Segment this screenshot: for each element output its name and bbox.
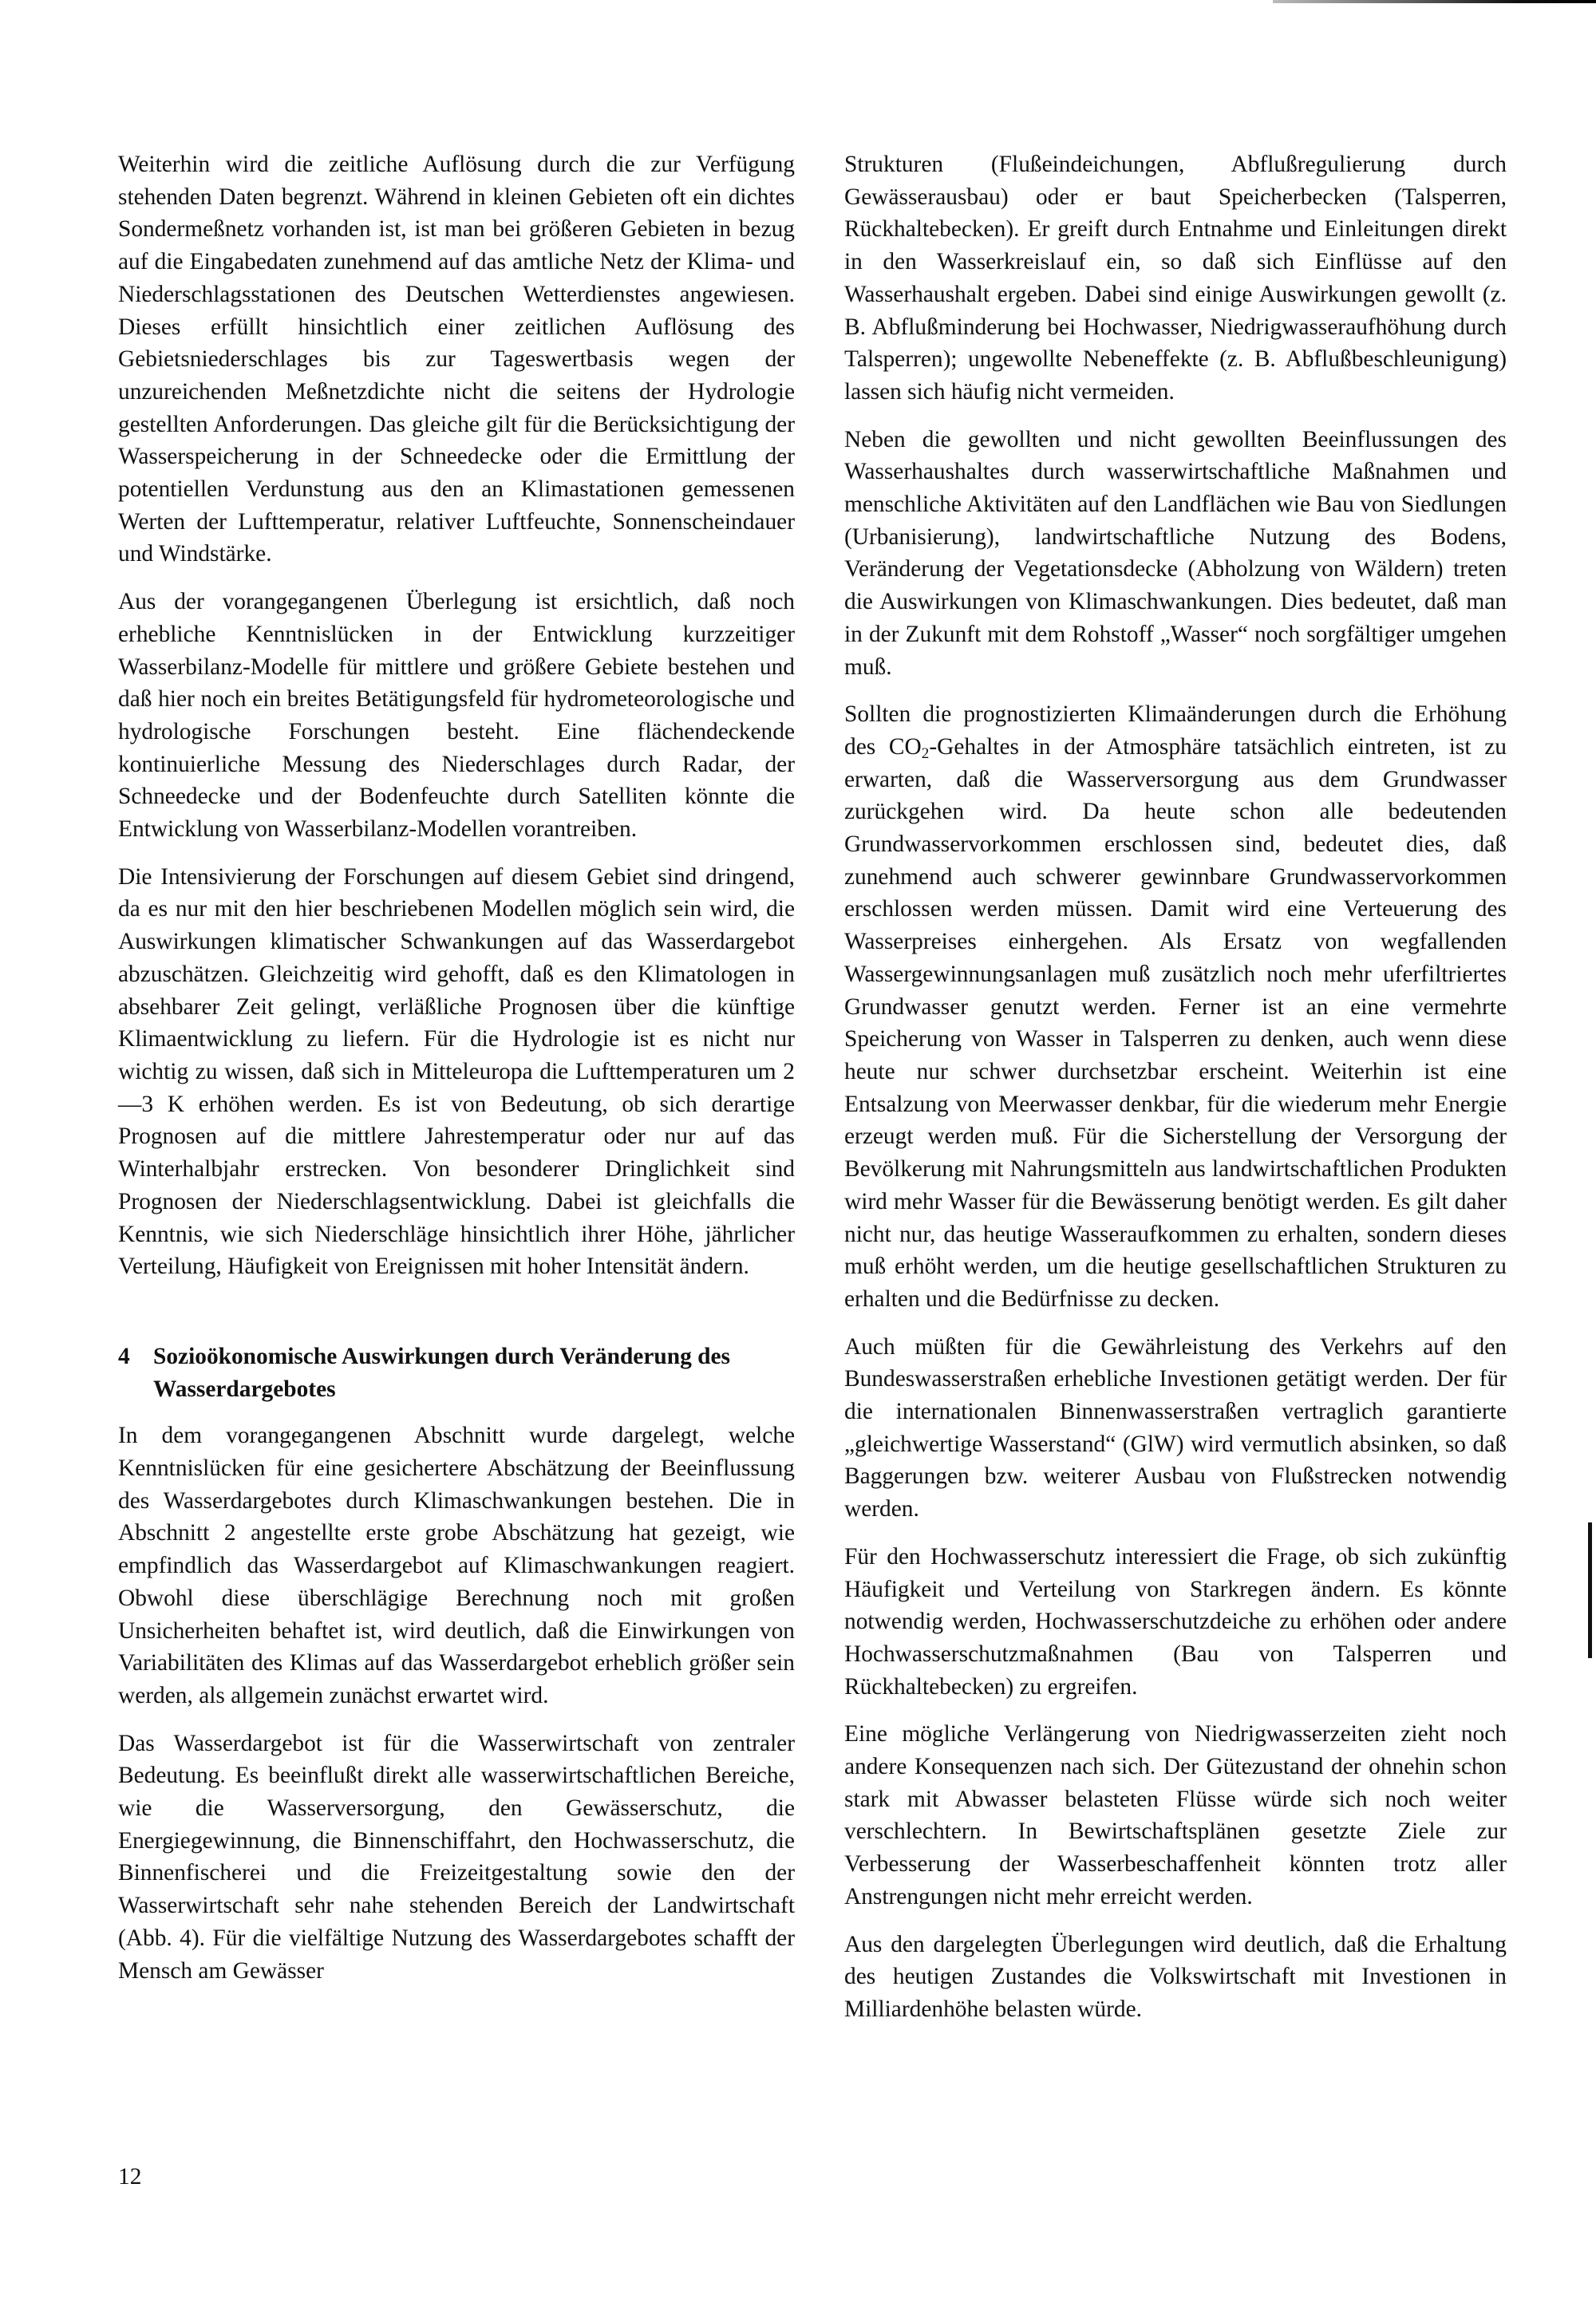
text-run: Sollten die prognostizierten Klimaänderungen durch die Erhöhung des CO — [844, 701, 1507, 760]
scan-margin-mark — [1588, 1522, 1592, 1658]
paragraph: In dem vorangegangenen Abschnitt wurde dargelegt, welche Kenntnislücken für eine gesichertere Abschätzung der Beeinflussung des Wasserdargebotes durch Klimaschwankungen bestehen. Die in Abschnitt 2 angestellte erste grobe Abschätzung hat gezeigt, wie empfindlich das Wasserdargebot auf Klimaschwankungen reagiert. Obwohl diese überschlägige Berechnung noch mit großen Unsicherheiten behaftet ist, wird deutlich, daß die Einwirkungen von Variabilitäten des Klimas auf das Wasserdargebot erheblich größer sein werden, als allgemein zunächst erwartet wird. — [118, 1423, 795, 1708]
section-number: 4 — [118, 1343, 130, 1369]
right-column — [844, 148, 1507, 2041]
paragraph: Neben die gewollten und nicht gewollten Beeinflussungen des Wasserhaushaltes durch wasserwirtschaftliche Maßnahmen und menschliche Aktivitäten auf den Landflächen wie Bau von Siedlungen (Urbanisierung), landwirtschaftliche Nutzung des Bodens, Veränderung der Vegetationsdecke (Abholzung von Wäldern) treten die Auswirkungen von Klimaschwankungen. Dies bedeutet, daß man in der Zukunft mit dem Rohstoff „Wasser“ noch sorgfältiger umgehen muß. — [844, 426, 1507, 680]
paragraph: Aus der vorangegangenen Überlegung ist ersichtlich, daß noch erhebliche Kenntnislücken in der Entwicklung kurzzeitiger Wasserbilanz-Modelle für mittlere und größere Gebiete bestehen und daß hier noch ein breites Betätigungsfeld für hydrometeorologische und hydrologische Forschungen besteht. Eine flächendeckende kontinuierliche Messung des Niederschlages durch Radar, der Schneedecke und der Bodenfeuchte durch Satelliten könnte die Entwicklung von Wasserbilanz-Modellen vorantreiben. — [118, 589, 795, 843]
paragraph-co2 — [844, 698, 1507, 1315]
left-column — [118, 148, 795, 2002]
paragraph: Die Intensivierung der Forschungen auf diesem Gebiet sind dringend, da es nur mit den hier beschriebenen Modellen möglich sein wird, die Auswirkungen klimatischer Schwankungen auf das Wasserdargebot abzuschätzen. Gleichzeitig wird gehofft, daß es den Klimatologen in absehbarer Zeit gelingt, verläßliche Prognosen über die künftige Klimaentwicklung zu liefern. Für die Hydrologie ist es nicht nur wichtig zu wissen, daß sich in Mitteleuropa die Lufttemperaturen um 2—3 K erhöhen werden. Es ist von Bedeutung, ob sich derartige Prognosen auf die mittlere Jahrestemperatur oder nur auf das Winterhalbjahr erstrecken. Von besonderer Dringlichkeit sind Prognosen der Niederschlagsentwicklung. Dabei ist gleichfalls die Kenntnis, wie sich Niederschläge hinsichtlich ihrer Höhe, jährlicher Verteilung, Häufigkeit von Ereignissen mit hoher Intensität ändern. — [118, 863, 795, 1280]
subscript: 2 — [921, 744, 930, 762]
paragraph: Strukturen (Flußeindeichungen, Abflußregulierung durch Gewässerausbau) oder er baut Speicherbecken (Talsperren, Rückhaltebecken). Er greift durch Entnahme und Einleitungen direkt in den Wasserkreislauf ein, so daß sich Einflüsse auf den Wasserhaushalt ergeben. Dabei sind einige Auswirkungen gewollt (z. B. Abflußminderung bei Hochwasser, Niedrigwasseraufhöhung durch Talsperren); ungewollte Nebeneffekte (z. B. Abflußbeschleunigung) lassen sich häufig nicht vermeiden. — [844, 152, 1507, 405]
page-number: 12 — [118, 2164, 142, 2190]
paragraph: Aus den dargelegten Überlegungen wird deutlich, daß die Erhaltung des heutigen Zustandes die Volkswirtschaft mit Investionen in Milliardenhöhe belasten würde. — [844, 1931, 1507, 2022]
section-title: Sozioökonomische Auswirkungen durch Veränderung des Wasserdargebotes — [153, 1343, 730, 1402]
text-run: -Gehaltes in der Atmosphäre tatsächlich eintreten, ist zu erwarten, daß die Wasserversorgung aus dem Grundwasser zurückgehen wird. Da heute schon alle bedeutenden Grundwasservorkommen erschlossen sind, bedeutet dies, daß zunehmend auch schwerer gewinnbare Grundwasservorkommen erschlossen werden müssen. Damit wird eine Verteuerung des Wasserpreises einhergehen. Als Ersatz von wegfallenden Wassergewinnungsanlagen muß zusätzlich noch mehr uferfiltriertes Grundwasser genutzt werden. Ferner ist an eine vermehrte Speicherung von Wasser in Talsperren zu denken, auch wenn diese heute nur schwer durchsetzbar erscheint. Weiterhin ist eine Entsalzung von Meerwasser denkbar, für die wiederum mehr Energie erzeugt werden muß. Für die Sicherstellung der Versorgung der Bevölkerung mit Nahrungsmitteln aus landwirtschaftlichen Produkten wird mehr Wasser für die Bewässerung benötigt werden. Es gilt daher nicht nur, das heutige Wasseraufkommen zu erhalten, sondern dieses muß erhöht werden, um die heutige gesellschaftlichen Strukturen zu erhalten und die Bedürfnisse zu decken. — [844, 733, 1507, 1312]
paragraph: Auch müßten für die Gewährleistung des Verkehrs auf den Bundeswasserstraßen erhebliche Investionen getätigt werden. Der für die internationalen Binnenwasserstraßen vertraglich garantierte „gleichwertige Wasserstand“ (GlW) wird vermutlich absinken, so daß Baggerungen bzw. weiterer Ausbau von Flußstrecken notwendig werden. — [844, 1333, 1507, 1522]
paragraph: Eine mögliche Verlängerung von Niedrigwasserzeiten zieht noch andere Konsequenzen nach sich. Der Gütezustand der ohnehin schon stark mit Abwasser belasteten Flüsse würde sich noch weiter verschlechtern. In Bewirtschaftsplänen gesetzte Ziele zur Verbesserung der Wasserbeschaffenheit könnten trotz aller Anstrengungen nicht mehr erreicht werden. — [844, 1721, 1507, 1909]
scan-edge-top — [1273, 0, 1596, 3]
paragraph: Weiterhin wird die zeitliche Auflösung durch die zur Verfügung stehenden Daten begrenzt. Während in kleinen Gebieten oft ein dichtes Sondermeßnetz vorhanden ist, ist man bei größeren Gebieten in bezug auf die Eingabedaten zunehmend auf das amtliche Netz der Klima- und Niederschlagsstationen des Deutschen Wetterdienstes angewiesen. Dieses erfüllt hinsichtlich einer zeitlichen Auflösung des Gebietsniederschlages bis zur Tageswertbasis wegen der unzureichenden Meßnetzdichte nicht die seitens der Hydrologie gestellten Anforderungen. Das gleiche gilt für die Berücksichtigung der Wasserspeicherung in der Schneedecke oder die Ermittlung der potentiellen Verdunstung aus den an Klimastationen gemessenen Werten der Lufttemperatur, relativer Luftfeuchte, Sonnenscheindauer und Windstärke. — [118, 152, 795, 567]
section-heading — [118, 1341, 795, 1405]
paragraph: Das Wasserdargebot ist für die Wasserwirtschaft von zentraler Bedeutung. Es beeinflußt direkt alle wasserwirtschaftlichen Bereiche, wie die Wasserversorgung, den Gewässerschutz, die Energiegewinnung, die Binnenschiffahrt, den Hochwasserschutz, die Binnenfischerei und die Freizeitgestaltung sowie den der Wasserwirtschaft sehr nahe stehenden Bereich der Landwirtschaft (Abb. 4). Für die vielfältige Nutzung des Wasserdargebotes schafft der Mensch am Gewässer — [118, 1730, 795, 1984]
paragraph: Für den Hochwasserschutz interessiert die Frage, ob sich zukünftig Häufigkeit und Verteilung von Starkregen ändern. Es könnte notwendig werden, Hochwasserschutzdeiche zu erhöhen oder andere Hochwasserschutzmaßnahmen (Bau von Talsperren und Rückhaltebecken) zu ergreifen. — [844, 1543, 1507, 1700]
